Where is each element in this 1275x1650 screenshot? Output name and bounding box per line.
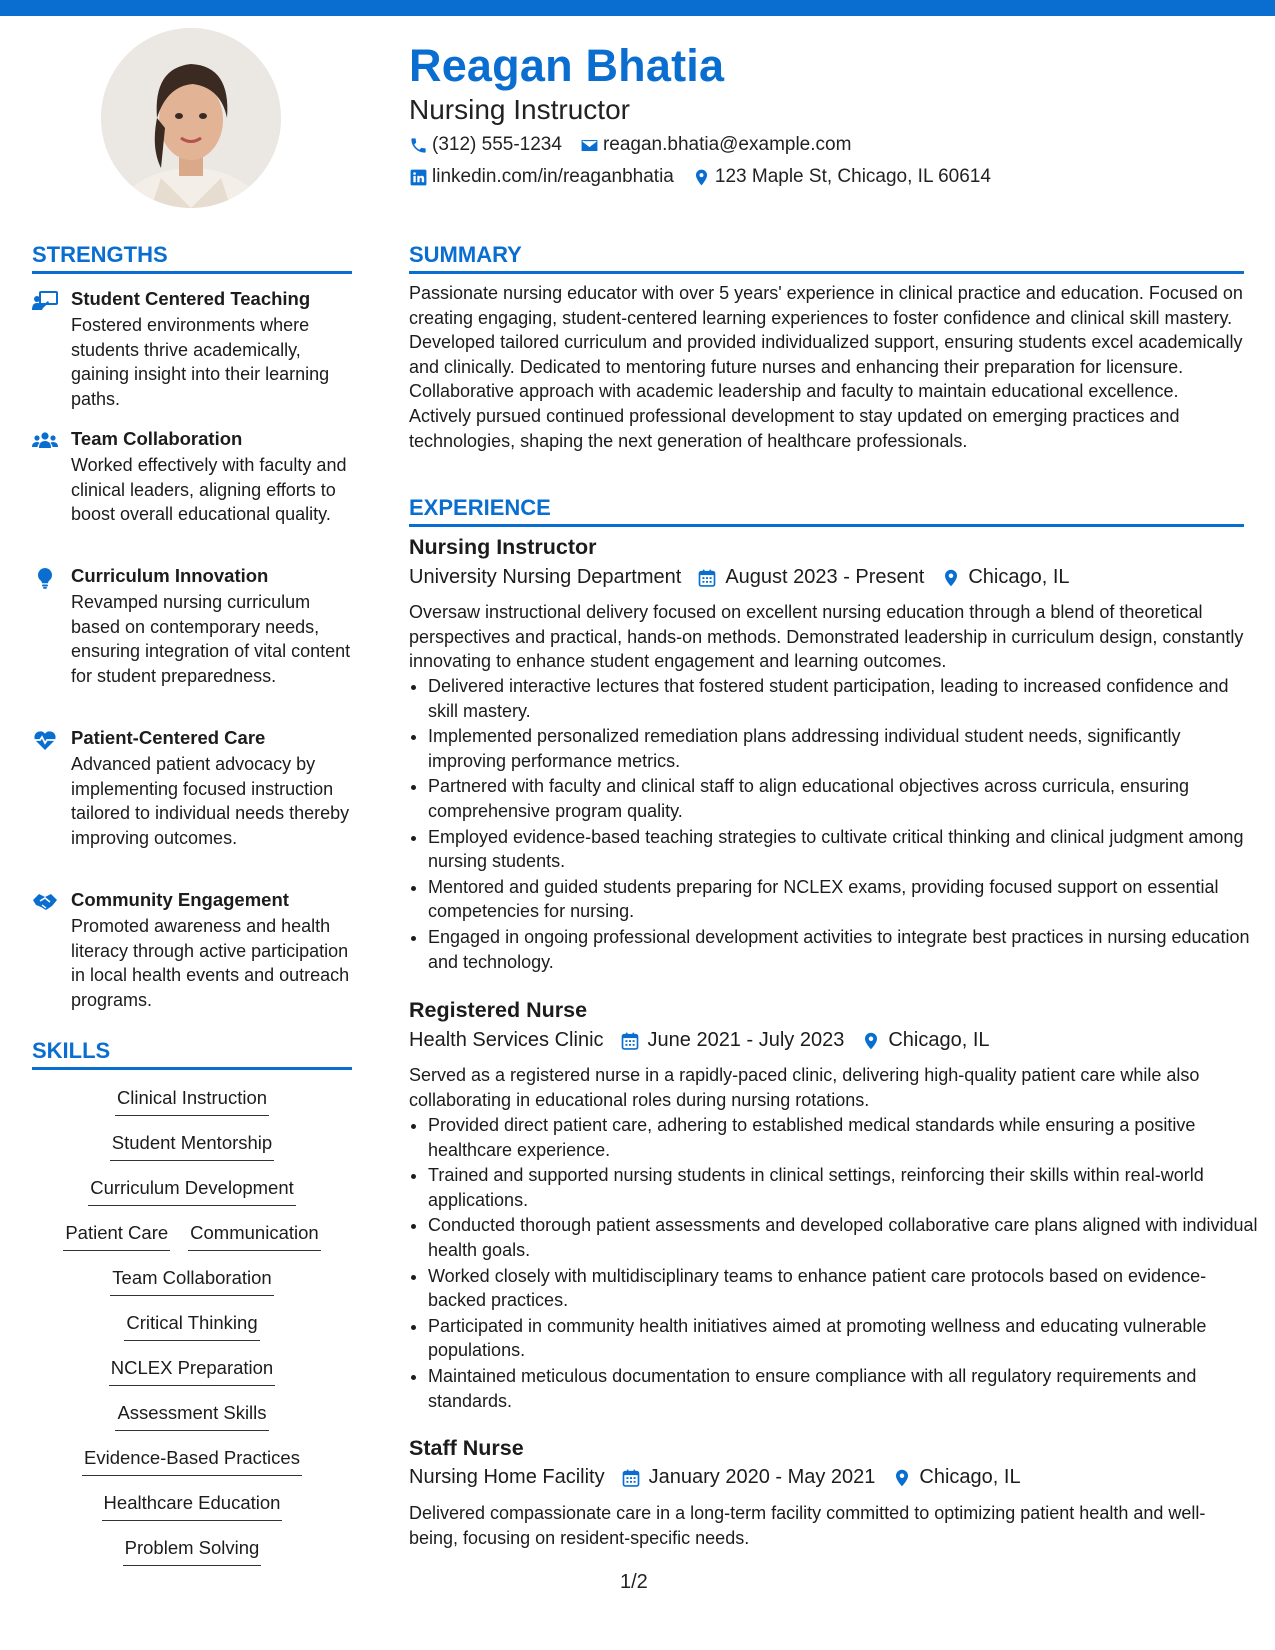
job-bullet: • Implemented personalized remediation plans addressing individual student needs, significantly improving performance metrics.: [428, 724, 1263, 773]
skill-line: [32, 1220, 352, 1265]
phone-text: (312) 555-1234: [432, 134, 562, 155]
strength-title: Team Collaboration: [71, 428, 243, 449]
job-title: Nursing Instructor: [409, 535, 597, 559]
skill-tag: Critical Thinking: [124, 1310, 259, 1341]
skill-line: [32, 1085, 352, 1130]
job-dates: January 2020 - May 2021: [648, 1466, 876, 1488]
skill-tag: NCLEX Preparation: [109, 1355, 275, 1386]
skill-line: [32, 1130, 352, 1175]
skill-tag: Patient Care: [63, 1220, 170, 1251]
skill-tag: Healthcare Education: [102, 1490, 283, 1521]
strength-desc: Worked effectively with faculty and clinical leaders, aligning efforts to boost overall educational quality.: [71, 455, 347, 524]
skill-line: [32, 1400, 352, 1445]
users-group-icon: [32, 430, 58, 452]
top-accent-bar: [0, 0, 1275, 16]
contact-row-2: [409, 166, 1009, 188]
job-bullets: [409, 1113, 1263, 1414]
job-bullet: • Engaged in ongoing professional development activities to integrate best practices in nursing education and technology.: [428, 925, 1263, 974]
skill-tag: Problem Solving: [123, 1535, 262, 1566]
teacher-board-icon: [32, 290, 58, 312]
experience-heading: EXPERIENCE: [409, 495, 1244, 527]
job-bullet: • Conducted thorough patient assessments and developed collaborative care plans aligned with individual health goals.: [428, 1213, 1263, 1262]
job-dates: June 2021 - July 2023: [647, 1029, 845, 1051]
linkedin-contact[interactable]: [409, 166, 674, 188]
job-bullet: • Trained and supported nursing students in clinical settings, reinforcing their skills within real-world applications.: [428, 1163, 1263, 1212]
strength-title: Curriculum Innovation: [71, 565, 269, 586]
job-org: Health Services Clinic: [409, 1029, 604, 1051]
calendar-icon: [621, 1468, 641, 1488]
lightbulb-icon: [32, 567, 58, 589]
calendar-icon: [620, 1031, 640, 1051]
location-pin-icon: [942, 568, 960, 588]
strength-desc: Advanced patient advocacy by implementing focused instruction tailored to individual needs thereby improving outcomes.: [71, 754, 350, 848]
address-text: 123 Maple St, Chicago, IL 60614: [714, 166, 991, 187]
location-pin-icon: [862, 1031, 880, 1051]
calendar-icon: [697, 568, 717, 588]
skill-line: [32, 1310, 352, 1355]
job-location: Chicago, IL: [968, 566, 1070, 588]
heart-pulse-icon: [32, 729, 58, 751]
candidate-title: Nursing Instructor: [409, 94, 630, 125]
summary-heading: SUMMARY: [409, 242, 1244, 274]
skill-line: [32, 1265, 352, 1310]
candidate-name: Reagan Bhatia: [409, 40, 725, 91]
page-indicator: 1/2: [620, 1571, 648, 1593]
address-contact: [692, 166, 991, 188]
skill-line: [32, 1445, 352, 1490]
skill-tag: Communication: [188, 1220, 321, 1251]
summary-text: Passionate nursing educator with over 5 years' experience in clinical practice and education. Focused on creating engaging, student-centered learning experiences to foster confidence and clinical skill mastery. Developed tailored curriculum and provided individualized support, ensuring students excel academically and clinically. Dedicated to mentoring future nurses and enhancing their preparation for licensure. Collaborative approach with academic leadership and faculty to maintain educational excellence. Actively pursued continued professional development to stay updated on emerging practices and technologies, shaping the next generation of healthcare professionals.: [409, 283, 1243, 451]
strength-title: Community Engagement: [71, 889, 289, 910]
location-pin-icon: [692, 168, 711, 187]
skill-tag: Evidence-Based Practices: [82, 1445, 302, 1476]
profile-photo: [101, 28, 281, 208]
strengths-heading: STRENGTHS: [32, 242, 352, 274]
linkedin-icon: [409, 168, 428, 187]
job-dates: August 2023 - Present: [725, 566, 925, 588]
contact-row-1: [409, 134, 869, 156]
job-meta: [409, 566, 1070, 589]
strength-title: Student Centered Teaching: [71, 288, 311, 309]
job-location: Chicago, IL: [888, 1029, 990, 1051]
handshake-icon: [32, 891, 58, 913]
job-bullet: • Provided direct patient care, adhering to established medical standards while ensuring a positive healthcare experience.: [428, 1113, 1263, 1162]
strength-desc: Promoted awareness and health literacy through active participation in local health events and outreach programs.: [71, 916, 350, 1010]
email-contact[interactable]: [580, 134, 851, 156]
job-bullet: • Mentored and guided students preparing for NCLEX exams, providing focused support on essential competencies for nursing.: [428, 875, 1263, 924]
job-bullet: • Worked closely with multidisciplinary teams to enhance patient care protocols based on evidence-backed practices.: [428, 1264, 1263, 1313]
skill-line: [32, 1175, 352, 1220]
phone-contact[interactable]: [409, 134, 562, 156]
linkedin-text: linkedin.com/in/reaganbhatia: [432, 166, 674, 187]
job-title: Staff Nurse: [409, 1436, 524, 1460]
skill-tag: Assessment Skills: [115, 1400, 268, 1431]
envelope-icon: [580, 136, 599, 155]
skill-tag: Curriculum Development: [88, 1175, 296, 1206]
skill-tag: Student Mentorship: [110, 1130, 274, 1161]
job-bullet: • Employed evidence-based teaching strategies to cultivate critical thinking and clinical judgment among nursing students.: [428, 825, 1263, 874]
skill-tag: Clinical Instruction: [115, 1085, 269, 1116]
skills-heading: SKILLS: [32, 1038, 352, 1070]
job-org: Nursing Home Facility: [409, 1466, 605, 1488]
job-location: Chicago, IL: [919, 1466, 1021, 1488]
job-description: Delivered compassionate care in a long-term facility committed to optimizing patient health and well-being, focusing on resident-specific needs.: [409, 1503, 1206, 1548]
email-text: reagan.bhatia@example.com: [602, 134, 852, 155]
job-bullet: • Maintained meticulous documentation to ensure compliance with all regulatory requirements and standards.: [428, 1364, 1263, 1413]
job-bullet: • Partnered with faculty and clinical staff to align educational objectives across curricula, ensuring comprehensive program quality.: [428, 774, 1263, 823]
job-title: Registered Nurse: [409, 998, 588, 1022]
job-bullet: • Participated in community health initiatives aimed at promoting wellness and educating vulnerable populations.: [428, 1314, 1263, 1363]
strength-desc: Fostered environments where students thrive academically, gaining insight into their learning paths.: [71, 315, 330, 409]
job-meta: [409, 1029, 990, 1052]
job-bullets: [409, 674, 1263, 975]
strength-title: Patient-Centered Care: [71, 727, 266, 748]
phone-icon: [409, 136, 428, 155]
skills-list: [32, 1085, 352, 1580]
skill-tag: Team Collaboration: [110, 1265, 273, 1296]
strength-desc: Revamped nursing curriculum based on contemporary needs, ensuring integration of vital content for student preparedness.: [71, 592, 351, 686]
skill-line: [32, 1535, 352, 1580]
location-pin-icon: [893, 1468, 911, 1488]
skill-line: [32, 1355, 352, 1400]
job-bullet: • Delivered interactive lectures that fostered student participation, leading to increased confidence and skill mastery.: [428, 674, 1263, 723]
job-org: University Nursing Department: [409, 566, 682, 588]
skill-line: [32, 1490, 352, 1535]
job-description: Served as a registered nurse in a rapidly-paced clinic, delivering high-quality patient care while also collaborating in educational roles during nursing rotations.: [409, 1065, 1200, 1110]
job-meta: [409, 1466, 1021, 1489]
job-description: Oversaw instructional delivery focused on excellent nursing education through a blend of theoretical perspectives and practical, hands-on methods. Demonstrated leadership in curriculum design, constantly innovating to enhance student engagement and learning outcomes.: [409, 602, 1244, 672]
